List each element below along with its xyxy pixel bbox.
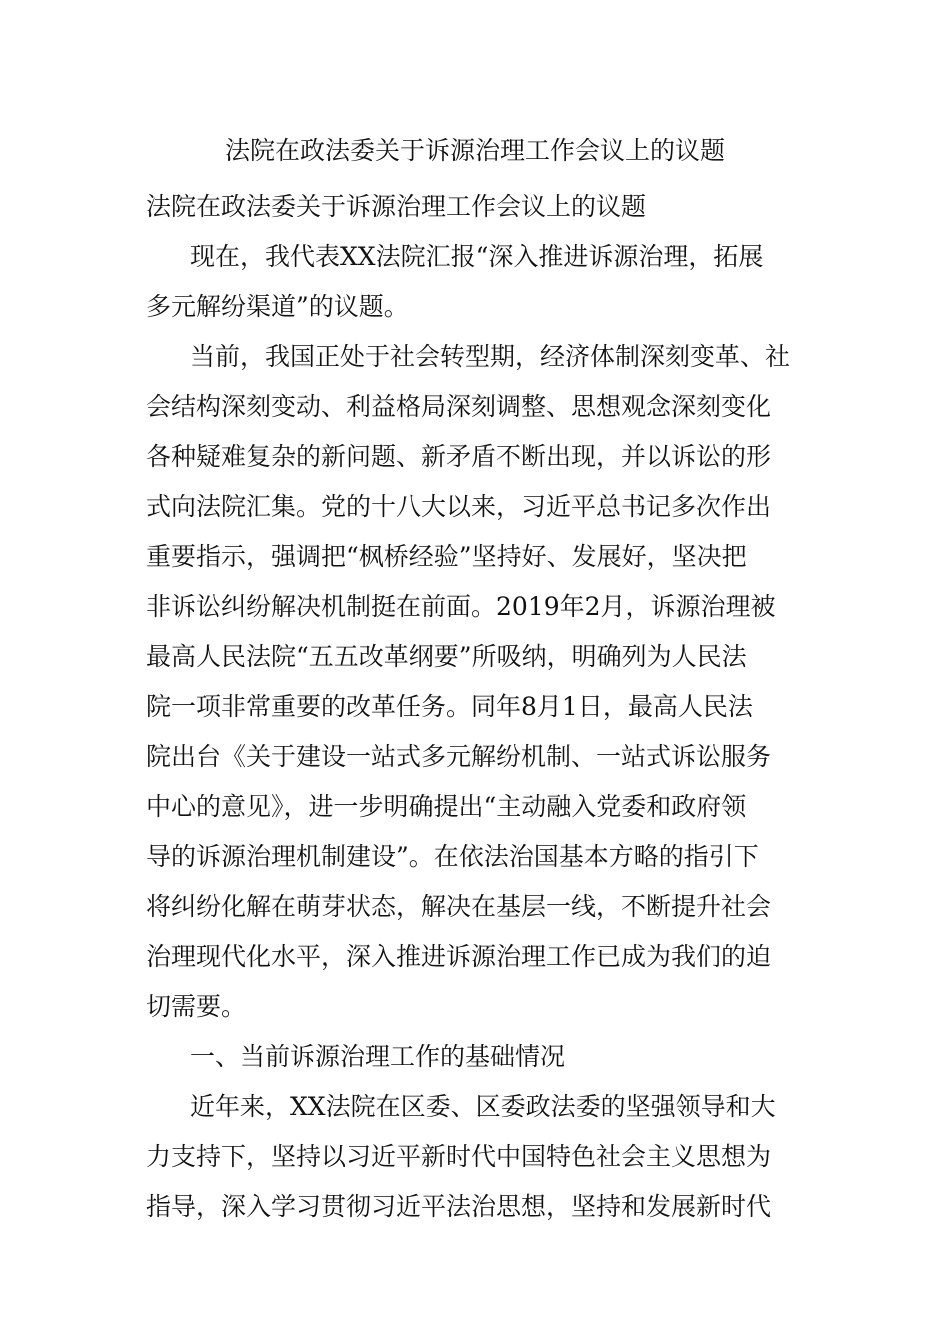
text-line: 院一项非常重要的改革任务。同年8月1日，最高人民法 xyxy=(146,692,753,721)
document-body xyxy=(146,182,808,1232)
text-line: 近年来，XX法院在区委、区委政法委的坚强领导和大 xyxy=(190,1092,776,1121)
text-line: 切需要。 xyxy=(146,992,247,1021)
text-line: 中心的意见》，进一步明确提出“主动融入党委和政府领 xyxy=(146,792,747,821)
text-line: 将纠纷化解在萌芽状态，解决在基层一线，不断提升社会 xyxy=(146,892,772,921)
text-line: 治理现代化水平，深入推进诉源治理工作已成为我们的迫 xyxy=(146,942,772,971)
text-line: 重要指示，强调把“枫桥经验”坚持好、发展好，坚决把 xyxy=(146,542,747,571)
text-line: 会结构深刻变动、利益格局深刻调整、思想观念深刻变化 xyxy=(146,392,772,421)
text-line: 式向法院汇集。党的十八大以来，习近平总书记多次作出 xyxy=(146,492,772,521)
text-line: 力支持下，坚持以习近平新时代中国特色社会主义思想为 xyxy=(146,1142,772,1171)
text-line: 非诉讼纠纷解决机制挺在前面。2019年2月，诉源治理被 xyxy=(146,592,776,621)
text-line: 最高人民法院“五五改革纲要”所吸纳，明确列为人民法 xyxy=(146,642,747,671)
text-line: 当前，我国正处于社会转型期，经济体制深刻变革、社 xyxy=(190,342,791,371)
text-line: 一、当前诉源治理工作的基础情况 xyxy=(190,1042,566,1071)
text-line: 现在，我代表XX法院汇报“深入推进诉源治理，拓展 xyxy=(190,242,764,271)
text-line: 指导，深入学习贯彻习近平法治思想，坚持和发展新时代 xyxy=(146,1192,772,1221)
text-line: 院出台《关于建设一站式多元解纷机制、一站式诉讼服务 xyxy=(146,742,772,771)
text-line: 各种疑难复杂的新问题、新矛盾不断出现，并以诉讼的形 xyxy=(146,442,772,471)
text-line: 多元解纷渠道”的议题。 xyxy=(146,292,409,321)
document-title: 法院在政法委关于诉源治理工作会议上的议题 xyxy=(224,136,725,165)
text-line: 法院在政法委关于诉源治理工作会议上的议题 xyxy=(146,192,647,221)
text-line: 导的诉源治理机制建设”。在依法治国基本方略的指引下 xyxy=(146,842,759,871)
